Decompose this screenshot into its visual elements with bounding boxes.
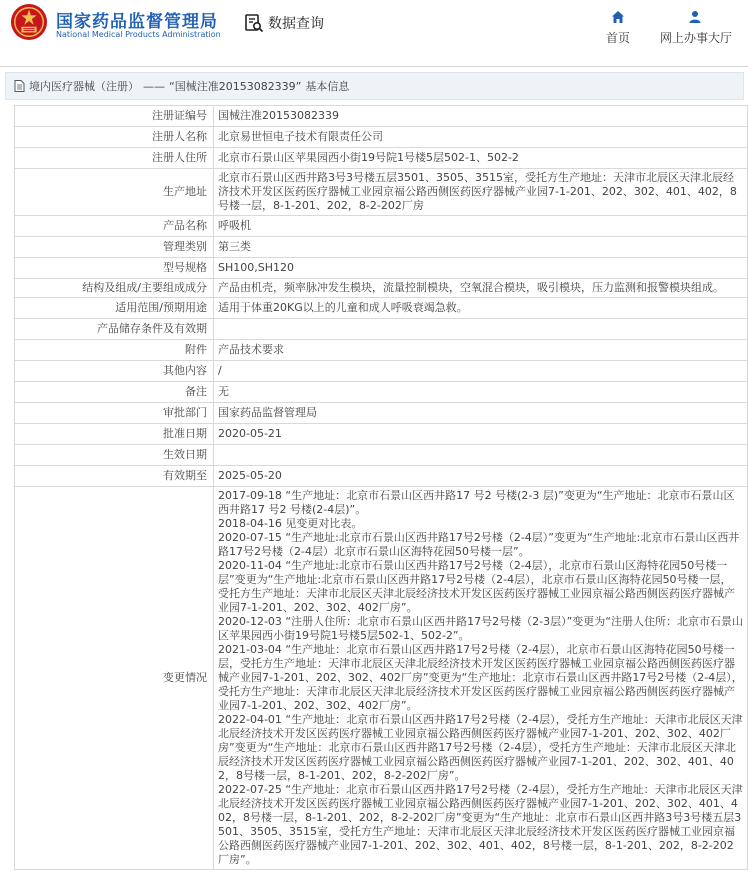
field-label-attachment: 附件 (15, 340, 214, 361)
field-value-registrant-name: 北京易世恒电子技术有限责任公司 (214, 127, 748, 148)
change-entry: 2022-04-01 “生产地址：北京市石景山区西井路17号2号楼（2-4层），受托方生产地址：天津市北辰区天津北辰经济技术开发区医药医疗器械工业园京福公路西侧医药医疗器械产业园7-1-201、202、302、402厂房”变更为“生产地址：北京市石景山区西井路17号2号楼（2-4层），受托方生产地址：天津市北辰区天津北辰经济技术开发区医药医疗器械工业园京福公路西侧医药医疗器械产业园7-1-201、202、302、401、402，8号楼一层，8-1-201、202，8-2-202厂房”。 (218, 713, 743, 782)
field-value-storage-validity (214, 319, 748, 340)
breadcrumb-record: “国械注准20153082339” (169, 80, 302, 93)
field-label-intended-use: 适用范围/预期用途 (15, 298, 214, 319)
field-value-valid-until: 2025-05-20 (214, 466, 748, 487)
site-header (0, 0, 748, 52)
table-row (15, 106, 748, 127)
national-emblem-icon[interactable] (10, 3, 48, 41)
field-label-structure-composition: 结构及组成/主要组成成分 (15, 279, 214, 298)
field-label-remarks: 备注 (15, 382, 214, 403)
field-value-change-history (214, 487, 748, 870)
field-label-effective-date: 生效日期 (15, 445, 214, 466)
nav-home[interactable] (583, 10, 653, 46)
breadcrumb-separator: —— (143, 79, 165, 93)
table-row (15, 403, 748, 424)
field-value-model-spec: SH100,SH120 (214, 258, 748, 279)
field-label-approval-department: 审批部门 (15, 403, 214, 424)
field-label-model-spec: 型号规格 (15, 258, 214, 279)
nav-online-service-hall-label: 网上办事大厅 (660, 31, 733, 45)
field-value-registration-number: 国械注准20153082339 (214, 106, 748, 127)
breadcrumb-suffix: 基本信息 (305, 80, 350, 93)
table-row (15, 169, 748, 216)
change-entry: 2020-12-03 “注册人住所：北京市石景山区西井路17号2号楼（2-3层）”变更为“注册人住所：北京市石景山区苹果园西小街19号院1号楼5层502-1、502-2”。 (218, 615, 743, 642)
field-value-remarks: 无 (214, 382, 748, 403)
data-query-label: 数据查询 (268, 16, 324, 32)
field-value-management-class: 第三类 (214, 237, 748, 258)
table-row (15, 445, 748, 466)
nav-online-service-hall[interactable] (660, 10, 733, 46)
field-value-approval-department: 国家药品监督管理局 (214, 403, 748, 424)
data-search-icon (244, 13, 264, 33)
change-entry: 2020-07-15 “生产地址:北京市石景山区西井路17号2号楼（2-4层）”变更为“生产地址:北京市石景山区西井路17号2号楼（2-4层）北京市石景山区海特花园50号楼一层”。 (218, 531, 740, 558)
table-row (15, 361, 748, 382)
field-label-registrant-name: 注册人名称 (15, 127, 214, 148)
field-value-attachment: 产品技术要求 (214, 340, 748, 361)
field-label-registration-number: 注册证编号 (15, 106, 214, 127)
field-label-approval-date: 批准日期 (15, 424, 214, 445)
field-label-production-address: 生产地址 (15, 169, 214, 216)
field-value-registrant-address: 北京市石景山区苹果园西小街19号院1号楼5层502-1、502-2 (214, 148, 748, 169)
document-icon (14, 80, 25, 92)
field-value-approval-date: 2020-05-21 (214, 424, 748, 445)
table-row (15, 148, 748, 169)
table-row (15, 127, 748, 148)
change-entry: 2021-03-04 “生产地址：北京市石景山区西井路17号2号楼（2-4层），北京市石景山区海特花园50号楼一层，受托方生产地址：天津市北辰区天津北辰经济技术开发区医药医疗器械工业园京福公路西侧医药医疗器械产业园7-1-201、202、302、402厂房”变更为“生产地址：北京市石景山区西井路17号2号楼（2-4层），受托方生产地址：天津市北辰区天津北辰经济技术开发区医药医疗器械工业园京福公路西侧医药医疗器械产业园7-1-201、202、302、402厂房”。 (218, 643, 743, 712)
field-label-valid-until: 有效期至 (15, 466, 214, 487)
site-subtitle: National Medical Products Administration (56, 30, 221, 39)
field-value-intended-use: 适用于体重20KG以上的儿童和成人呼吸衰竭急救。 (214, 298, 748, 319)
field-label-product-name: 产品名称 (15, 216, 214, 237)
table-row (15, 487, 748, 870)
table-row (15, 258, 748, 279)
table-row (15, 279, 748, 298)
field-value-product-name: 呼吸机 (214, 216, 748, 237)
breadcrumb-category[interactable]: 境内医疗器械（注册） (29, 80, 139, 93)
registration-info-table (14, 105, 748, 870)
data-query-link[interactable] (244, 12, 324, 34)
field-label-registrant-address: 注册人住所 (15, 148, 214, 169)
table-row (15, 298, 748, 319)
site-title[interactable]: 国家药品监督管理局 (56, 12, 218, 32)
field-value-other-content: / (214, 361, 748, 382)
table-row (15, 382, 748, 403)
table-row (15, 340, 748, 361)
table-row (15, 319, 748, 340)
detail-panel (0, 66, 748, 891)
change-entry: 2020-11-04 “生产地址:北京市石景山区西井路17号2号楼（2-4层），北京市石景山区海特花园50号楼一层”变更为“生产地址:北京市石景山区西井路17号2号楼（2-4层），北京市石景山区海特花园50号楼一层， 受托方生产地址：天津市北辰区天津北辰经济技术开发区医药医疗器械工业园京福公路西侧医药医疗器械产业园7-1-201、202、302、402厂房”。 (218, 559, 735, 614)
change-entry: 2018-04-16 见变更对比表。 (218, 517, 363, 530)
table-row (15, 424, 748, 445)
table-row (15, 466, 748, 487)
table-row (15, 216, 748, 237)
field-value-structure-composition: 产品由机壳，频率脉冲发生模块，流量控制模块，空氧混合模块，吸引模块，压力监测和报警模块组成。 (214, 279, 748, 298)
field-label-management-class: 管理类别 (15, 237, 214, 258)
field-value-effective-date (214, 445, 748, 466)
home-icon (611, 10, 625, 24)
change-entry: 2022-07-25 “生产地址：北京市石景山区西井路17号2号楼（2-4层），受托方生产地址：天津市北辰区天津北辰经济技术开发区医药医疗器械工业园京福公路西侧医药医疗器械产业园7-1-201、202、302、401、402，8号楼一层，8-1-201、202，8-2-202厂房”变更为“生产地址：北京市石景山区西井路3号3号楼五层3501、3505、3515室，受托方生产地址：天津市北辰区天津北辰经济技术开发区医药医疗器械工业园京福公路西侧医药医疗器械产业园7-1-201、202、302、401、402，8号楼一层，8-1-201、202，8-2-202厂房”。 (218, 783, 743, 866)
field-label-other-content: 其他内容 (15, 361, 214, 382)
nav-home-label: 首页 (605, 31, 630, 45)
breadcrumb (5, 72, 744, 100)
field-label-change-history: 变更情况 (15, 487, 214, 870)
change-entry: 2017-09-18 “生产地址：北京市石景山区西井路17 号2 号楼(2-3 层)”变更为“生产地址：北京市石景山区西井路17 号2 号楼(2-4层)”。 (218, 489, 735, 516)
field-value-production-address: 北京市石景山区西井路3号3号楼五层3501、3505、3515室，受托方生产地址：天津市北辰区天津北辰经济技术开发区医药医疗器械工业园京福公路西侧医药医疗器械产业园7-1-201、202、302、401、402，8号楼一层，8-1-201、202，8-2-202厂房 (214, 169, 748, 216)
user-icon (688, 10, 702, 24)
table-row (15, 237, 748, 258)
field-label-storage-validity: 产品储存条件及有效期 (15, 319, 214, 340)
